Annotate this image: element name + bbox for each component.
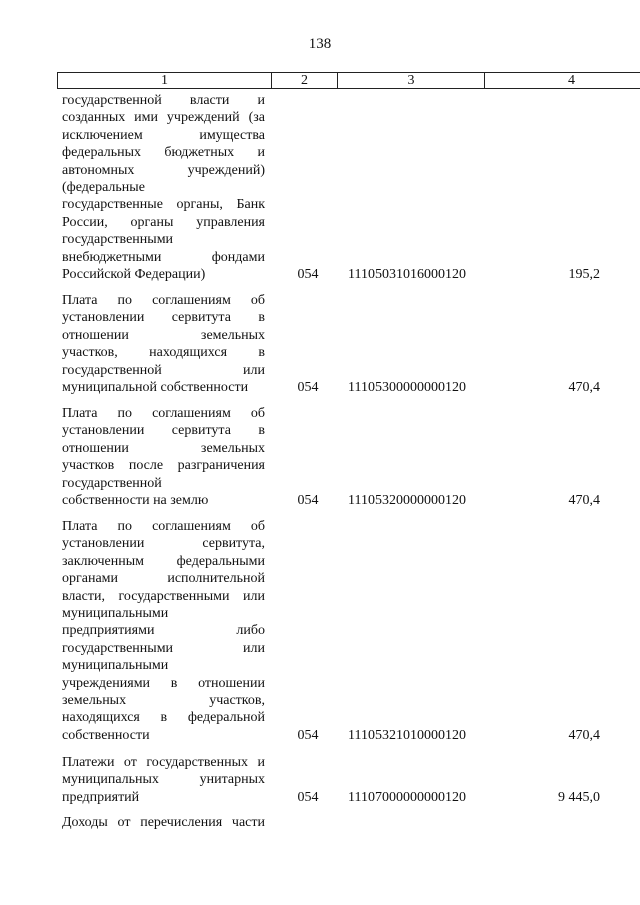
row-description bbox=[62, 814, 265, 831]
description-line: учреждениями в отношении bbox=[62, 675, 265, 691]
description-line: государственными bbox=[62, 232, 174, 248]
description-line: Плата по соглашениям об bbox=[62, 406, 265, 421]
description-line: земельных участков, bbox=[62, 693, 265, 709]
table-header-col-1: 1 bbox=[58, 73, 272, 88]
table-row bbox=[62, 292, 602, 396]
budget-classification-code: 11105321010000120 bbox=[348, 727, 466, 743]
description-line: отношении земельных bbox=[62, 327, 265, 343]
description-line: Плата по соглашениям об bbox=[62, 519, 265, 534]
description-line: (федеральные bbox=[62, 180, 145, 196]
table-row bbox=[62, 92, 602, 283]
budget-classification-code: 11107000000000120 bbox=[348, 789, 466, 805]
description-line: государственные органы, Банк bbox=[62, 197, 265, 213]
description-line: собственности bbox=[62, 727, 150, 743]
row-description bbox=[62, 405, 265, 509]
description-line: Российской Федерации) bbox=[62, 267, 206, 283]
amount: 470,4 bbox=[568, 727, 600, 743]
amount: 9 445,0 bbox=[558, 789, 600, 805]
description-line: установлении сервитута в bbox=[62, 310, 265, 326]
description-line: России, органы управления bbox=[62, 214, 265, 230]
description-line: муниципальной собственности bbox=[62, 380, 249, 396]
description-line: исключением имущества bbox=[62, 127, 265, 143]
description-line: Плата по соглашениям об bbox=[62, 293, 265, 308]
table-header-col-2: 2 bbox=[272, 73, 338, 88]
admin-code: 054 bbox=[297, 789, 319, 805]
description-line: созданных ими учреждений (за bbox=[62, 110, 265, 126]
table-header-row bbox=[57, 72, 640, 89]
description-line: автономных учреждений) bbox=[62, 162, 265, 178]
description-line: собственности на землю bbox=[62, 493, 209, 509]
description-line: отношении земельных bbox=[62, 440, 265, 456]
description-line: государственной bbox=[62, 475, 162, 491]
admin-code: 054 bbox=[297, 727, 319, 743]
admin-code: 054 bbox=[297, 493, 319, 509]
description-line: внебюджетными фондами bbox=[62, 249, 265, 265]
description-line: муниципальных унитарных bbox=[62, 772, 265, 788]
description-line: муниципальными bbox=[62, 658, 169, 674]
budget-classification-code: 11105031016000120 bbox=[348, 267, 466, 283]
row-description bbox=[62, 92, 265, 283]
amount: 195,2 bbox=[568, 267, 600, 283]
table-row bbox=[62, 518, 602, 744]
description-line: установлении сервитута в bbox=[62, 423, 265, 439]
table-row bbox=[62, 814, 602, 831]
row-description bbox=[62, 292, 265, 396]
admin-code: 054 bbox=[297, 380, 319, 396]
table-row bbox=[62, 405, 602, 509]
row-description bbox=[62, 754, 265, 806]
description-line: муниципальными bbox=[62, 606, 169, 622]
description-line: участков, находящихся в bbox=[62, 345, 265, 361]
table-header-col-3: 3 bbox=[338, 73, 485, 88]
amount: 470,4 bbox=[568, 380, 600, 396]
row-description bbox=[62, 518, 265, 744]
description-line: предприятиями либо bbox=[62, 623, 265, 639]
description-line: предприятий bbox=[62, 789, 140, 805]
description-line: государственной или bbox=[62, 362, 265, 378]
description-line: Платежи от государственных и bbox=[62, 755, 265, 770]
table-header-col-4: 4 bbox=[568, 73, 575, 88]
budget-classification-code: 11105300000000120 bbox=[348, 380, 466, 396]
description-line: государственными или bbox=[62, 640, 265, 656]
description-line: федеральных бюджетных и bbox=[62, 145, 265, 161]
page-number: 138 bbox=[308, 36, 332, 52]
amount: 470,4 bbox=[568, 493, 600, 509]
description-line: органами исполнительной bbox=[62, 571, 265, 587]
description-line: находящихся в федеральной bbox=[62, 710, 265, 726]
description-line: установлении сервитута, bbox=[62, 536, 265, 552]
description-line: власти, государственными или bbox=[62, 588, 265, 604]
description-line: государственной власти и bbox=[62, 93, 265, 108]
admin-code: 054 bbox=[297, 267, 319, 283]
description-line: заключенным федеральными bbox=[62, 553, 265, 569]
table-row bbox=[62, 754, 602, 806]
description-line: Доходы от перечисления части bbox=[62, 815, 265, 830]
description-line: участков после разграничения bbox=[62, 458, 265, 474]
budget-classification-code: 11105320000000120 bbox=[348, 493, 466, 509]
